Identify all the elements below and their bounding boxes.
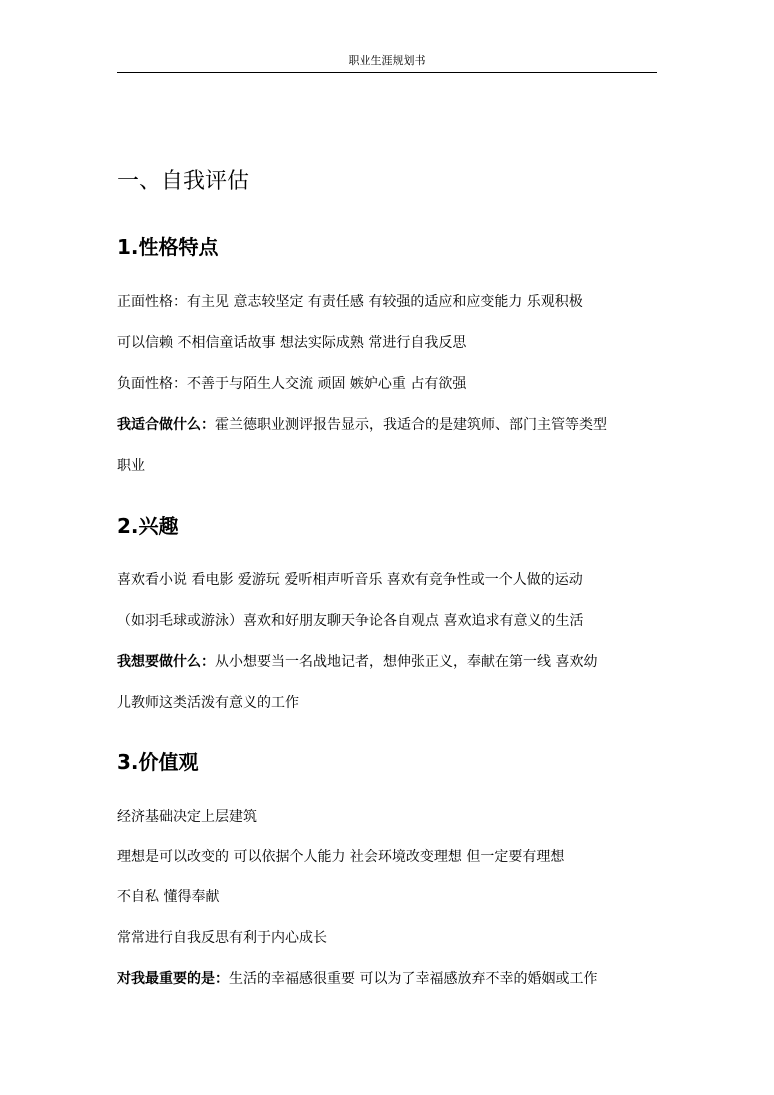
values-line-1: 经济基础决定上层建筑: [117, 809, 257, 825]
personality-fit-line-cont: 职业: [117, 458, 145, 474]
want-text: 从小想要当一名战地记者，想伸张正义，奉献在第一线 喜欢幼: [215, 654, 598, 670]
values-important-line: [117, 969, 597, 989]
want-label: 我想要做什么：: [117, 654, 215, 670]
values-line-4: 常常进行自我反思有利于内心成长: [117, 930, 327, 946]
page-header: [117, 54, 657, 73]
personality-positive-line-2: 可以信赖 不相信童话故事 想法实际成熟 常进行自我反思: [117, 335, 467, 351]
values-line-2: 理想是可以改变的 可以依据个人能力 社会环境改变理想 但一定要有理想: [117, 849, 565, 865]
interests-want-line: [117, 652, 597, 672]
interests-line-1: 喜欢看小说 看电影 爱游玩 爱听相声听音乐 喜欢有竞争性或一个人做的运动: [117, 572, 583, 588]
personality-fit-line: [117, 415, 607, 435]
important-text: 生活的幸福感很重要 可以为了幸福感放弃不幸的婚姻或工作: [229, 971, 598, 987]
fit-text: 霍兰德职业测评报告显示，我适合的是建筑师、部门主管等类型: [215, 417, 607, 433]
fit-label: 我适合做什么：: [117, 417, 215, 433]
heading-interests: 2.兴趣: [117, 514, 179, 538]
personality-negative-line: 负面性格：不善于与陌生人交流 顽固 嫉妒心重 占有欲强: [117, 376, 467, 392]
interests-line-2: （如羽毛球或游泳）喜欢和好朋友聊天争论各自观点 喜欢追求有意义的生活: [117, 613, 584, 629]
heading-personality: 1.性格特点: [117, 235, 219, 259]
personality-positive-line-1: 正面性格：有主见 意志较坚定 有责任感 有较强的适应和应变能力 乐观积极: [117, 294, 583, 310]
interests-want-line-cont: 儿教师这类活泼有意义的工作: [117, 695, 299, 711]
heading-values: 3.价值观: [117, 750, 199, 774]
section-title-self-assessment: 一、自我评估: [117, 169, 250, 194]
values-line-3: 不自私 懂得奉献: [117, 889, 220, 905]
important-label: 对我最重要的是：: [117, 971, 229, 987]
page-header-title: 职业生涯规划书: [348, 54, 426, 67]
